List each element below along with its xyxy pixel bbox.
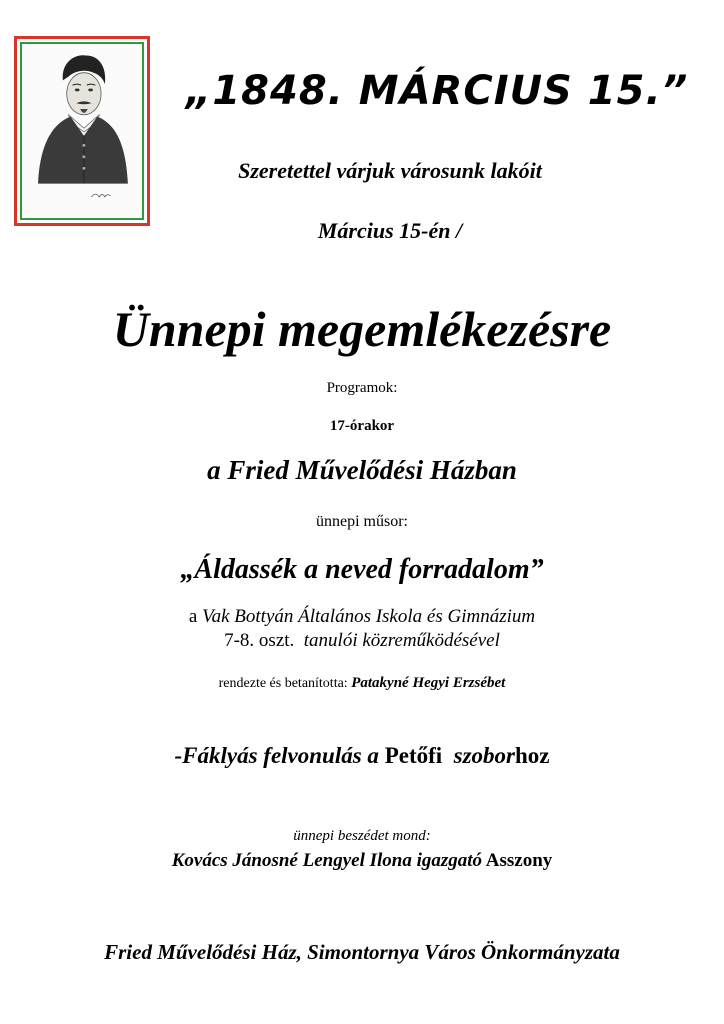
venue: a Fried Művelődési Házban: [207, 455, 517, 485]
school-prefix: a: [188, 606, 198, 627]
show-title: „Áldassék a neved forradalom”: [180, 554, 544, 585]
headline: Ünnepi megemlékezésre: [112, 301, 612, 357]
speaker-name: Kovács Jánosné Lengyel Ilona igazgató: [171, 850, 483, 871]
director-label: rendezte és betanította:: [218, 676, 348, 691]
organizer-footer: Fried Művelődési Ház, Simontornya Város Önkormányzata: [104, 940, 620, 964]
invite-line-2: Március 15-én /: [317, 218, 463, 243]
torch-part-4: hoz: [515, 743, 550, 768]
torch-part-3: szobor: [453, 743, 516, 768]
show-label: ünnepi műsor:: [316, 513, 408, 530]
speaker-line: [0, 850, 724, 872]
torch-part-1: -Fáklyás felvonulás a: [174, 743, 379, 768]
school-line: [0, 606, 724, 628]
portrait-frame: [14, 36, 150, 226]
school-name: Vak Bottyán Általános Iskola és Gimnázium: [202, 606, 536, 627]
speaker-suffix: Asszony: [485, 850, 553, 871]
torch-procession: [0, 743, 724, 769]
director-line: [0, 675, 724, 692]
class-line: [0, 630, 724, 652]
director-name: Patakyné Hegyi Erzsébet: [351, 675, 506, 691]
event-time: 17-órakor: [329, 418, 395, 434]
petofi-portrait: [17, 39, 147, 223]
invite-line-1: Szeretettel várjuk városunk lakóit: [238, 158, 542, 183]
event-title: „1848. MÁRCIUS 15.”: [185, 68, 689, 114]
school-participation: tanulói közreműködésével: [303, 630, 500, 651]
programs-label: Programok:: [326, 380, 398, 396]
speech-label: ünnepi beszédet mond:: [293, 828, 431, 844]
school-classes: 7-8. oszt.: [224, 630, 295, 651]
torch-part-2: Petőfi: [384, 743, 443, 768]
